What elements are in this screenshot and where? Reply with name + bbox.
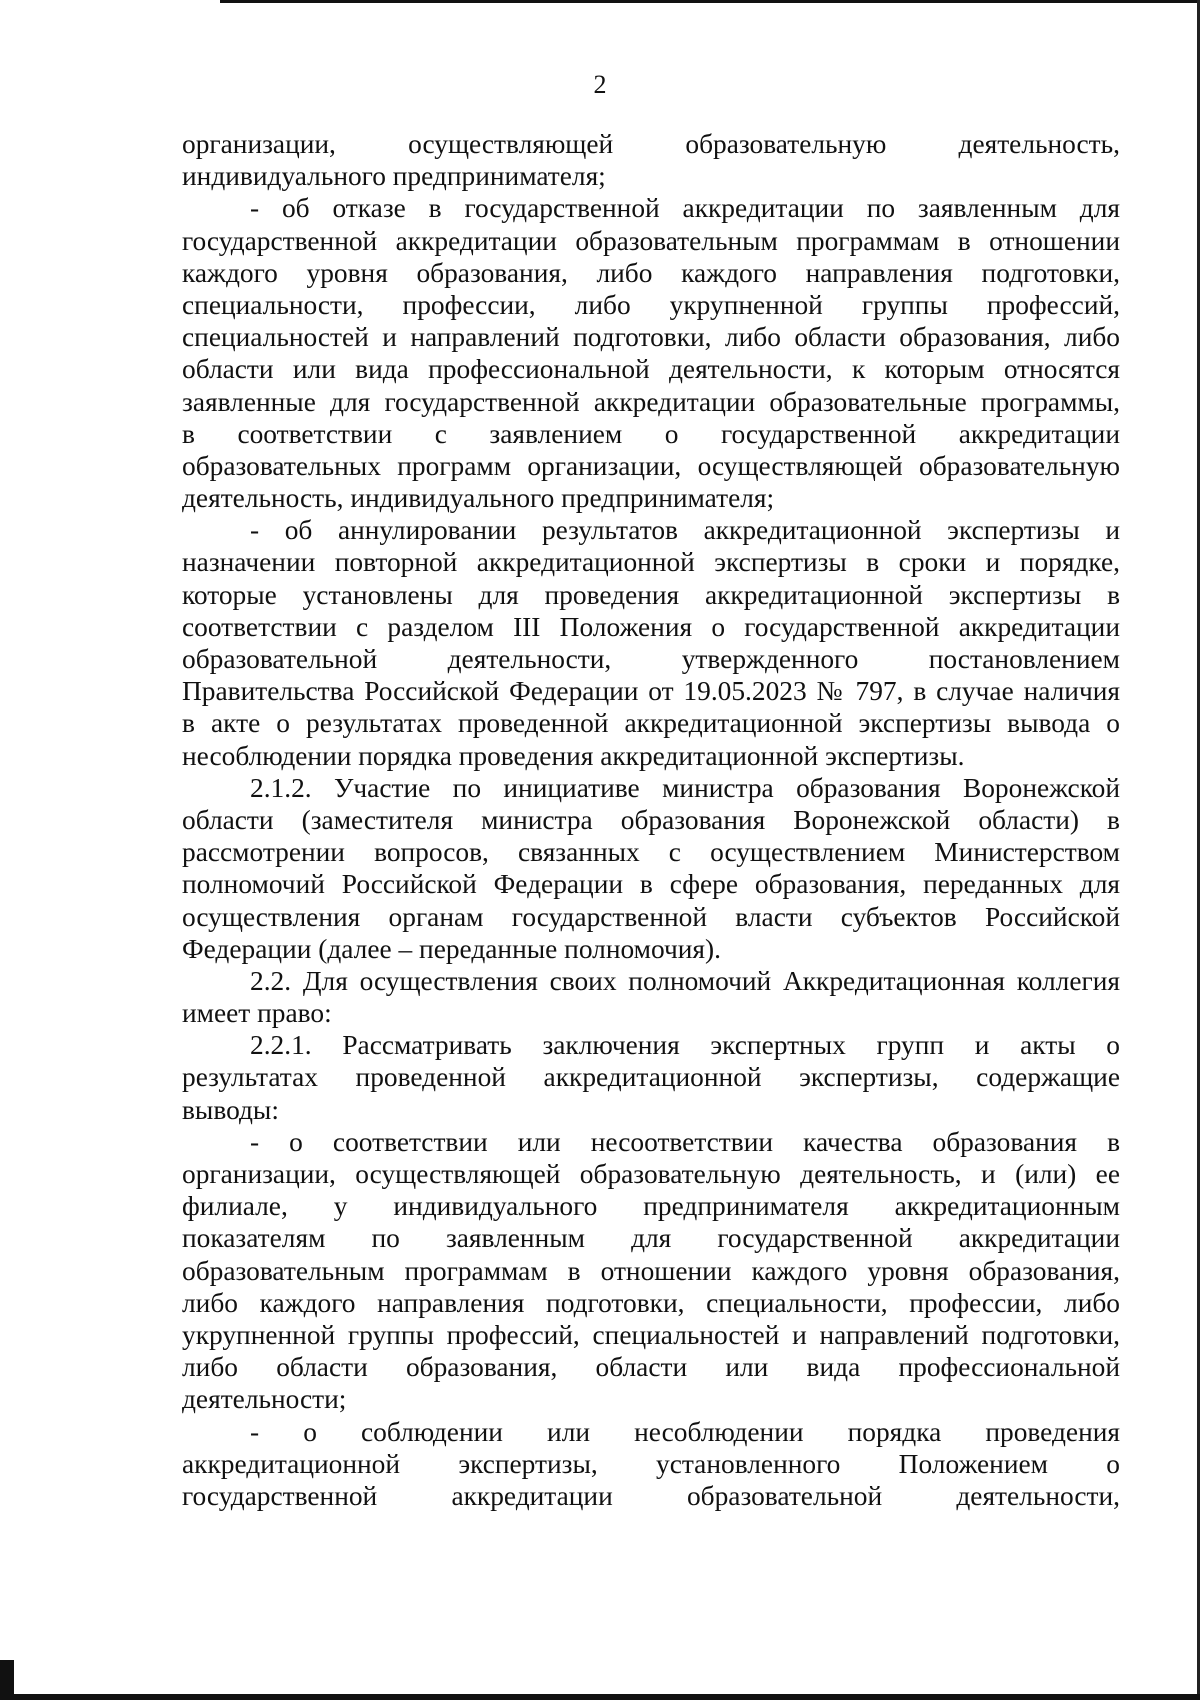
text-line: государственной аккредитации образовательным программам в отношении — [182, 225, 1120, 256]
text-line: области (заместителя министра образования Воронежской области) в — [182, 804, 1120, 835]
text-line: организации, осуществляющей образовательную деятельность, — [182, 129, 1120, 159]
text-line: в соответствии с заявлением о государственной аккредитации — [182, 418, 1120, 449]
text-line: осуществления органам государственной власти субъектов Российской — [182, 901, 1120, 932]
text-line: полномочий Российской Федерации в сфере образования, переданных для — [182, 869, 1120, 900]
text-line: которые установлены для проведения аккредитационной экспертизы в — [182, 579, 1120, 610]
text-line: в акте о результатах проведенной аккредитационной экспертизы вывода о — [182, 708, 1120, 739]
text-line: 2.1.2. Участие по инициативе министра образования Воронежской — [250, 772, 1120, 803]
text-line: специальностей и направлений подготовки, либо области образования, либо — [182, 322, 1120, 353]
text-line: имеет право: — [182, 998, 332, 1029]
text-line: выводы: — [182, 1094, 279, 1125]
text-line: соответствии с разделом III Положения о государственной аккредитации — [182, 611, 1120, 642]
text-line: - об аннулировании результатов аккредитационной экспертизы и — [250, 515, 1120, 546]
text-line: показателям по заявленным для государственной аккредитации — [182, 1223, 1120, 1254]
text-line: каждого уровня образования, либо каждого направления подготовки, — [182, 257, 1120, 288]
text-line: - о соответствии или несоответствии качества образования в — [250, 1126, 1120, 1157]
text-line: результатах проведенной аккредитационной экспертизы, содержащие — [182, 1062, 1120, 1093]
text-line: несоблюдении порядка проведения аккредитационной экспертизы. — [182, 740, 965, 771]
text-line: Правительства Российской Федерации от 19.05.2023 № 797, в случае наличия — [182, 676, 1120, 707]
text-line: 2.2.1. Рассматривать заключения экспертных групп и акты о — [250, 1030, 1120, 1061]
text-line: аккредитационной экспертизы, установленного Положением о — [182, 1448, 1120, 1479]
text-line: заявленные для государственной аккредитации образовательные программы, — [182, 386, 1120, 417]
page-number: 2 — [593, 70, 607, 99]
scan-edge-top — [220, 0, 1200, 3]
scan-edge-corner — [0, 1660, 14, 1700]
text-line: образовательной деятельности, утвержденного постановлением — [182, 644, 1120, 674]
text-line: специальности, профессии, либо укрупненной группы профессий, — [182, 289, 1120, 320]
text-line: рассмотрении вопросов, связанных с осуществлением Министерством — [182, 837, 1120, 868]
text-line: филиале, у индивидуального предпринимателя аккредитационным — [182, 1191, 1120, 1222]
text-line: либо области образования, области или вида профессиональной — [182, 1352, 1120, 1383]
text-line: индивидуального предпринимателя; — [182, 161, 606, 192]
text-line: образовательных программ организации, осуществляющей образовательную — [182, 450, 1120, 481]
text-line: укрупненной группы профессий, специальностей и направлений подготовки, — [182, 1319, 1120, 1350]
text-line: государственной аккредитации образовательной деятельности, — [182, 1480, 1120, 1511]
text-line: области или вида профессиональной деятельности, к которым относятся — [182, 354, 1120, 385]
text-line: либо каждого направления подготовки, специальности, профессии, либо — [182, 1287, 1120, 1318]
text-line: - об отказе в государственной аккредитации по заявленным для — [250, 193, 1120, 224]
text-line: Федерации (далее – переданные полномочия). — [182, 933, 721, 964]
scan-edge-bottom — [0, 1694, 1200, 1700]
text-line: деятельность, индивидуального предпринимателя; — [182, 483, 775, 514]
text-line: назначении повторной аккредитационной экспертизы в сроки и порядке, — [182, 547, 1120, 578]
document-body — [182, 128, 1120, 1512]
text-line: организации, осуществляющей образовательную деятельность, и (или) ее — [182, 1159, 1120, 1189]
text-line: - о соблюдении или несоблюдении порядка проведения — [250, 1416, 1120, 1447]
text-line: деятельности; — [182, 1384, 347, 1415]
text-line: образовательным программам в отношении каждого уровня образования, — [182, 1255, 1120, 1286]
text-line: 2.2. Для осуществления своих полномочий Аккредитационная коллегия — [250, 965, 1120, 996]
